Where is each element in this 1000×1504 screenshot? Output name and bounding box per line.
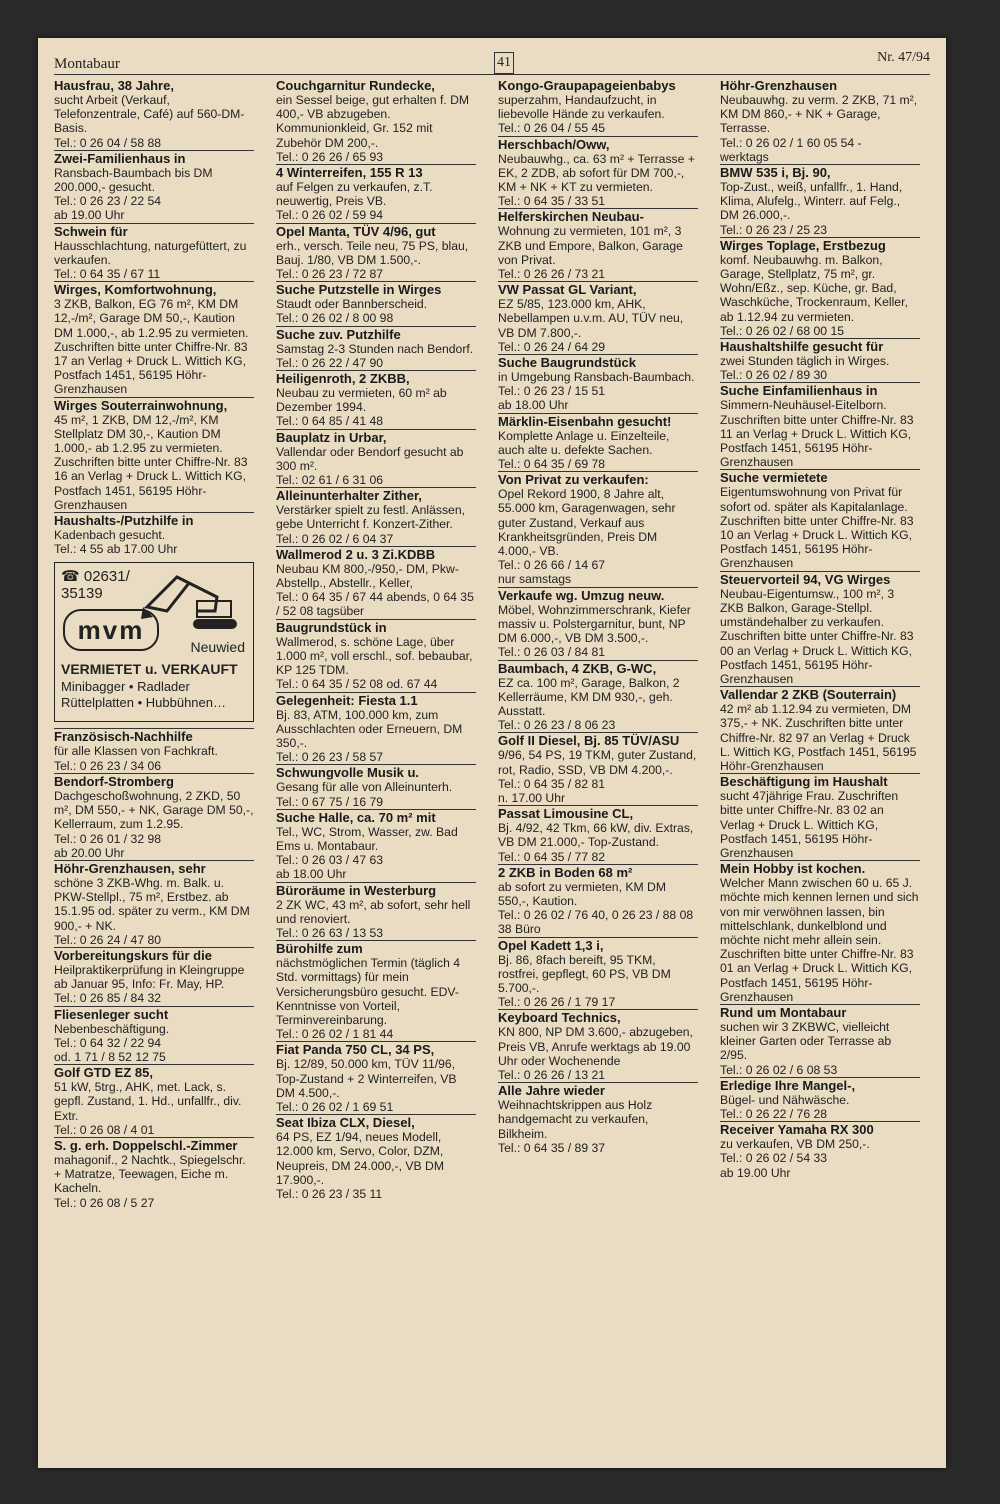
- ad-title: Wirges Toplage, Erstbezug: [720, 237, 886, 253]
- display-ad-city: Neuwied: [190, 639, 245, 656]
- ad-phone: Tel.: 0 26 02 / 8 00 98: [276, 311, 394, 326]
- ad-note: ab 20.00 Uhr: [54, 845, 125, 860]
- ad-body: Kadenbach gesucht.: [54, 528, 166, 543]
- ad-body: Heilpraktikerprüfung in Kleingruppe ab Januar 95, Info: Fr. May, HP.: [54, 962, 245, 992]
- display-ad-mvm: [54, 562, 254, 722]
- classified-ad: [276, 164, 476, 223]
- classified-ad: [54, 223, 254, 282]
- ad-title: Fliesenleger sucht: [54, 1006, 169, 1022]
- classified-ad: [720, 773, 920, 860]
- ad-title: 2 ZKB in Boden 68 m²: [498, 864, 633, 880]
- classified-ad: [498, 354, 698, 413]
- ad-body: 64 PS, EZ 1/94, neues Modell, 12.000 km, Servo, Color, DZM, Neupreis, DM 24.000,-, VB DM 17.900,-.: [276, 1130, 444, 1187]
- column-1: [54, 78, 254, 1418]
- ad-phone: Tel.: 0 26 22 / 76 28: [720, 1106, 828, 1121]
- ad-body: komf. Neubauwhg. m. Balkon, Garage, Stellplatz, 75 m², gr. Wohn/Eßz., sep. Küche, gr. Bad, Waschküche, Trockenraum, Keller, ab 1.12.94 zu vermieten.: [720, 252, 908, 324]
- ad-phone: Tel.: 0 64 35 / 67 11: [54, 267, 161, 282]
- ad-title: Bendorf-Stromberg: [54, 773, 174, 789]
- ad-body: 2 ZK WC, 43 m², ab sofort, sehr hell und renoviert.: [276, 897, 471, 926]
- ad-phone: Tel.: 0 26 26 / 1 79 17: [498, 995, 616, 1010]
- display-ad-items: Minibagger • Radlader: [61, 679, 190, 695]
- ad-body: Verstärker spielt zu festl. Anlässen, gebe Unterricht f. Konzert-Zither.: [276, 503, 465, 532]
- ad-title: Haushaltshilfe gesucht für: [720, 339, 884, 355]
- ad-phone: Tel.: 0 26 02 / 76 40, 0 26 23 / 88 08 38 Büro: [498, 908, 694, 937]
- ad-title: Rund um Montabaur: [720, 1004, 847, 1020]
- classified-ad: [720, 571, 920, 686]
- ad-phone: Tel.: 0 26 23 / 72 87: [276, 267, 384, 282]
- classified-ad: [276, 78, 476, 164]
- classified-ad: [276, 223, 476, 282]
- ad-body: Möbel, Wohnzimmerschrank, Kiefer massiv u. Polstergarnitur, bunt, NP DM 6.000,-, VB DM 3.500,-.: [498, 602, 691, 646]
- ad-title: Schwungvolle Musik u.: [276, 765, 420, 781]
- ad-phone: Tel.: 0 26 23 / 58 57: [276, 750, 384, 765]
- column-2: [276, 78, 476, 1418]
- ad-note: nur samstags: [498, 572, 572, 587]
- classified-ad: [720, 1121, 920, 1180]
- classified-ad: [54, 281, 254, 396]
- ad-body: nächstmöglichen Termin (täglich 4 Std. vormittags) für mein Versicherungsbüro gesucht. EDV-Kenntnisse von Vorteil, Terminvereinbarung.: [276, 956, 461, 1027]
- ad-body: Wallmerod, s. schöne Lage, über 1.000 m², voll erschl., sof. bebaubar, KP 125 TDM.: [276, 634, 473, 678]
- ad-phone: Tel.: 0 26 01 / 32 98: [54, 831, 162, 846]
- classified-ad: [276, 546, 476, 619]
- ad-body: Bj. 83, ATM, 100.000 km, zum Ausschlachten oder Erneuern, DM 350,-.: [276, 707, 463, 750]
- ad-phone: Tel.: 0 64 35 / 67 44 abends, 0 64 35 / 52 08 tagsüber: [276, 590, 474, 619]
- ad-body: Wohnung zu vermieten, 101 m², 3 ZKB und Empore, Balkon, Garage von Privat.: [498, 224, 683, 267]
- ad-title: Französisch-Nachhilfe: [54, 729, 193, 745]
- classified-ad: [54, 728, 254, 772]
- ad-body: Neubau zu vermieten, 60 m² ab Dezember 1994.: [276, 386, 447, 415]
- ad-phone: Tel.: 0 26 23 / 34 06: [54, 758, 162, 773]
- ad-phone: Tel.: 0 26 08 / 5 27: [54, 1195, 155, 1210]
- classified-ad: [276, 809, 476, 882]
- ad-phone: Tel.: 0 26 02 / 68 00 15: [720, 323, 844, 338]
- classified-ad: [276, 487, 476, 546]
- ad-body: Top-Zust., weiß, unfallfr., 1. Hand, Klima, Alufelg., Winterr. auf Felg., DM 26.000,-.: [720, 180, 903, 223]
- ad-phone: Tel.: 0 64 32 / 22 94: [54, 1035, 162, 1050]
- classified-ad: [276, 326, 476, 370]
- classified-ad: [276, 764, 476, 808]
- ad-title: Opel Manta, TÜV 4/96, gut: [276, 223, 436, 239]
- classified-ad: [54, 150, 254, 223]
- ad-title: Vallendar 2 ZKB (Souterrain): [720, 687, 897, 703]
- column-3: [498, 78, 698, 1418]
- ad-phone: Tel.: 0 64 35 / 77 82: [498, 849, 606, 864]
- ad-title: Wirges Souterrainwohnung,: [54, 397, 228, 413]
- ad-body: sucht Arbeit (Verkauf, Telefonzentrale, Café) auf 560-DM-Basis.: [54, 93, 245, 136]
- ad-phone: Tel.: 0 26 22 / 47 90: [276, 355, 384, 370]
- ad-phone: Tel.: 0 26 23 / 22 54: [54, 194, 162, 209]
- ad-phone: Tel.: 0 26 02 / 54 33: [720, 1151, 828, 1166]
- ad-body: Simmern-Neuhäusel-Eitelborn. Zuschriften bitte unter Chiffre-Nr. 83 11 an Verlag + Druck L. Wittich KG, Postfach 1451, 56195 Höhr-Grenzhausen: [720, 398, 914, 470]
- ad-body: ab sofort zu vermieten, KM DM 550,-, Kaution.: [498, 879, 666, 908]
- ad-title: VW Passat GL Variant,: [498, 282, 637, 298]
- ad-title: Steuervorteil 94, VG Wirges: [720, 571, 891, 587]
- ad-body: Samstag 2-3 Stunden nach Bendorf.: [276, 341, 474, 356]
- ad-title: Opel Kadett 1,3 i,: [498, 937, 604, 953]
- ad-note: od. 1 71 / 8 52 12 75: [54, 1049, 166, 1064]
- ad-body: Neubau KM 800,-/950,- DM, Pkw-Abstellp., Abstellr., Keller,: [276, 561, 459, 591]
- ad-phone: Tel.: 0 26 02 / 1 60 05 54 -: [720, 135, 862, 150]
- ad-note: werktags: [720, 149, 769, 164]
- classified-ad: [54, 1006, 254, 1065]
- ad-phone: Tel.: 0 26 03 / 84 81: [498, 645, 606, 660]
- classified-ad: [54, 78, 254, 150]
- ad-title: Herschbach/Oww,: [498, 136, 610, 152]
- display-ad-phone: ☎ 02631/ 35139: [61, 568, 130, 603]
- ad-body: Welcher Mann zwischen 60 u. 65 J. möchte mich kennen lernen und sich von mir verwöhnen lassen, bin mittelschlank, dunkelblond und möchte nicht mehr allein sein. Zuschriften bitte unter Chiffre-Nr. 83 01 an Verlag + Druck L. Wittich KG, Postfach 1451, 56195 Höhr-Grenzhausen: [720, 876, 919, 1004]
- ad-title: Gelegenheit: Fiesta 1.1: [276, 692, 418, 708]
- classified-ad: [720, 686, 920, 773]
- classifieds-columns: [54, 78, 934, 1418]
- ad-phone: Tel.: 0 26 02 / 1 81 44: [276, 1027, 394, 1042]
- ad-note: n. 17.00 Uhr: [498, 790, 566, 805]
- ad-body: Bj. 12/89, 50.000 km, TÜV 11/96, Top-Zustand + 2 Winterreifen, VB DM 4.500,-.: [276, 1057, 457, 1100]
- ad-title: Verkaufe wg. Umzug neuw.: [498, 587, 665, 603]
- classified-ad: [498, 281, 698, 354]
- ad-title: Suche Baugrundstück: [498, 355, 636, 371]
- ad-title: Höhr-Grenzhausen, sehr: [54, 860, 206, 876]
- issue-number: Nr. 47/94: [877, 50, 930, 65]
- ad-title: Vorbereitungskurs für die: [54, 947, 212, 963]
- ad-phone: Tel.: 0 26 26 / 13 21: [498, 1067, 606, 1082]
- ad-phone: Tel.: 0 26 02 / 89 30: [720, 368, 828, 383]
- ad-body: superzahm, Handaufzucht, in liebevolle Hände zu verkaufen.: [498, 93, 665, 122]
- classified-ad: [720, 1004, 920, 1077]
- ad-body: EZ ca. 100 m², Garage, Balkon, 2 Kellerräume, KM DM 930,-, geh. Ausstatt.: [498, 675, 680, 718]
- classified-ad: [498, 732, 698, 805]
- ad-phone: Tel.: 0 26 66 / 14 67: [498, 558, 606, 573]
- classified-ad: [720, 1077, 920, 1121]
- ad-phone: Tel.: 0 26 63 / 13 53: [276, 925, 384, 940]
- ad-body: zwei Stunden täglich in Wirges.: [720, 354, 890, 369]
- ad-title: Golf GTD EZ 85,: [54, 1065, 153, 1081]
- ad-phone: Tel.: 0 26 08 / 4 01: [54, 1122, 155, 1137]
- ad-body: Staudt oder Bannberscheid.: [276, 297, 428, 312]
- ad-title: Receiver Yamaha RX 300: [720, 1122, 874, 1138]
- ad-title: Helferskirchen Neubau-: [498, 209, 644, 225]
- ad-body: Komplette Anlage u. Einzelteile, auch alte u. defekte Sachen.: [498, 428, 670, 457]
- ad-title: Märklin-Eisenbahn gesucht!: [498, 413, 672, 429]
- page-number: 41: [494, 52, 514, 74]
- ad-body: ein Sessel beige, gut erhalten f. DM 400,- VB abzugeben. Kommunionkleid, Gr. 152 mit Zubehör DM 200,-.: [276, 93, 470, 150]
- ad-body: schöne 3 ZKB-Whg. m. Balk. u. PKW-Stellpl., 75 m², Erstbez. ab 15.1.95 od. später zu verm., KM DM 900,- + NK.: [54, 875, 250, 933]
- ad-body: Ransbach-Baumbach bis DM 200.000,- gesucht.: [54, 165, 213, 195]
- ad-phone: Tel.: 0 26 04 / 58 88: [54, 135, 162, 150]
- ad-title: Büroräume in Westerburg: [276, 882, 437, 898]
- ad-body: für alle Klassen von Fachkraft.: [54, 744, 218, 759]
- ad-phone: Tel.: 0 26 23 / 15 51: [498, 384, 606, 399]
- ad-body: Vallendar oder Bendorf gesucht ab 300 m².: [276, 444, 464, 473]
- header-town: Montabaur: [54, 56, 120, 72]
- ad-phone: Tel.: 0 26 26 / 73 21: [498, 267, 606, 282]
- classified-ad: [498, 660, 698, 733]
- classified-ad: [276, 692, 476, 765]
- ad-note: ab 18.00 Uhr: [276, 867, 347, 882]
- ad-title: Alleinunterhalter Zither,: [276, 488, 422, 504]
- column-4: [720, 78, 920, 1418]
- ad-body: 51 kW, 5trg., AHK, met. Lack, s. gepfl. Zustand, 1. Hd., unfallfr., div. Extr.: [54, 1080, 242, 1123]
- classified-ad: [54, 773, 254, 860]
- ad-title: Mein Hobby ist kochen.: [720, 861, 866, 877]
- ad-title: Baugrundstück in: [276, 619, 387, 635]
- ad-phone: Tel.: 0 64 35 / 89 37: [498, 1140, 606, 1155]
- ad-phone: Tel.: 0 64 35 / 52 08 od. 67 44: [276, 677, 438, 692]
- ad-title: Suche Halle, ca. 70 m² mit: [276, 809, 436, 825]
- ad-body: Tel., WC, Strom, Wasser, zw. Bad Ems u. Montabaur.: [276, 824, 458, 853]
- ad-title: Von Privat zu verkaufen:: [498, 472, 649, 488]
- ad-phone: Tel.: 4 55 ab 17.00 Uhr: [54, 542, 178, 557]
- classified-ad: [498, 1009, 698, 1082]
- ad-phone: Tel.: 0 64 35 / 82 81: [498, 776, 606, 791]
- ad-title: Bürohilfe zum: [276, 941, 363, 957]
- ad-phone: Tel.: 0 26 02 / 59 94: [276, 208, 384, 223]
- classified-ad: [498, 413, 698, 472]
- ad-title: Fiat Panda 750 CL, 34 PS,: [276, 1042, 435, 1058]
- classified-ad: [54, 947, 254, 1006]
- ad-title: Suche vermietete: [720, 470, 828, 486]
- ad-title: Couchgarnitur Rundecke,: [276, 78, 435, 93]
- ad-title: Erledige Ihre Mangel-,: [720, 1077, 856, 1093]
- display-ad-tagline: VERMIETET u. VERKAUFT: [61, 661, 238, 678]
- classified-ad: [498, 805, 698, 864]
- classified-ad: [276, 370, 476, 429]
- classified-ad: [276, 1114, 476, 1201]
- ad-title: Alle Jahre wieder: [498, 1083, 605, 1099]
- classified-ad: [498, 78, 698, 136]
- ad-phone: Tel.: 0 64 35 / 69 78: [498, 457, 606, 472]
- ad-title: Beschäftigung im Haushalt: [720, 774, 888, 790]
- classified-ad: [498, 937, 698, 1010]
- classified-ad: [720, 382, 920, 469]
- classified-ad: [720, 78, 920, 164]
- ad-phone: Tel.: 0 26 02 / 6 08 53: [720, 1062, 838, 1077]
- classified-ad: [498, 1082, 698, 1155]
- ad-body: 3 ZKB, Balkon, EG 76 m², KM DM 12,-/m², Garage DM 50,-, Kaution DM 1.000,-, ab 1.2.95 zu vermieten. Zuschriften bitte unter Chiffre-Nr. 83 17 an Verlag + Druck L. Wittich KG, Postfach 1451, 56195 Höhr-Grenzhausen: [54, 297, 249, 397]
- classified-ad: [54, 397, 254, 512]
- ad-title: Hausfrau, 38 Jahre,: [54, 78, 174, 93]
- mvm-logo: mvm: [63, 609, 159, 651]
- ad-body: sucht 47jährige Frau. Zuschriften bitte unter Chiffre-Nr. 83 02 an Verlag + Druck L. Wittich KG, Postfach 1451, 56195 Höhr-Grenzhausen: [720, 789, 899, 860]
- ad-title: Heiligenroth, 2 ZKBB,: [276, 371, 410, 387]
- ad-phone: Tel.: 0 67 75 / 16 79: [276, 794, 384, 809]
- classified-ad: [720, 469, 920, 570]
- ad-body: erh., versch. Teile neu, 75 PS, blau, Bauj. 1/80, VB DM 1.500,-.: [276, 238, 469, 267]
- ad-body: Neubau-Eigentumsw., 100 m², 3 ZKB Balkon, Garage-Stellpl. umständehalber zu verkaufen. Zuschriften bitte unter Chiffre-Nr. 83 00 an Verlag + Druck L. Wittich KG, Postfach 1451, 56195 Höhr-Grenzhausen: [720, 586, 914, 686]
- ad-title: Seat Ibiza CLX, Diesel,: [276, 1115, 415, 1131]
- ad-body: Gesang für alle von Alleinunterh.: [276, 780, 453, 795]
- ad-body: mahagonif., 2 Nachtk., Spiegelschr. + Matratze, Teewagen, Eiche m. Kacheln.: [54, 1152, 246, 1196]
- ad-phone: Tel.: 0 26 03 / 47 63: [276, 853, 384, 868]
- ad-body: Dachgeschoßwohnung, 2 ZKD, 50 m², DM 550,- + NK, Garage DM 50,-, Kellerraum, zum 1.2.95.: [54, 788, 254, 832]
- ad-phone: Tel.: 0 26 85 / 84 32: [54, 991, 162, 1006]
- classified-ad: [720, 860, 920, 1004]
- ad-title: Wallmerod 2 u. 3 Zi.KDBB: [276, 546, 436, 562]
- ad-note: ab 19.00 Uhr: [720, 1165, 791, 1180]
- ad-body: Weihnachtskrippen aus Holz handgemacht zu verkaufen, Bilkheim.: [498, 1098, 653, 1141]
- ad-title: Haushalts-/Putzhilfe in: [54, 513, 194, 529]
- ad-note: ab 19.00 Uhr: [54, 208, 125, 223]
- ad-phone: Tel.: 0 26 02 / 6 04 37: [276, 531, 394, 546]
- classified-ad: [276, 281, 476, 325]
- ad-body: Opel Rekord 1900, 8 Jahre alt, 55.000 km, Garagenwagen, sehr guter Zustand, Verkauf aus Krankheitsgründen, Preis DM 4.000,- VB.: [498, 487, 676, 559]
- ad-title: Bauplatz in Urbar,: [276, 429, 387, 445]
- ad-title: 4 Winterreifen, 155 R 13: [276, 165, 423, 181]
- ad-phone: Tel.: 0 26 24 / 47 80: [54, 932, 162, 947]
- ad-phone: Tel.: 0 64 85 / 41 48: [276, 414, 384, 429]
- ad-body: KN 800, NP DM 3.600,- abzugeben, Preis VB, Anrufe werktags ab 19.00 Uhr oder Wochenende: [498, 1025, 693, 1068]
- ad-title: Schwein für: [54, 223, 128, 239]
- ad-note: ab 18.00 Uhr: [498, 398, 569, 413]
- ad-body: Eigentumswohnung von Privat für sofort od. später als Kapitalanlage. Zuschriften bitte unter Chiffre-Nr. 83 10 an Verlag + Druck L. Wittich KG, Postfach 1451, 56195 Höhr-Grenzhausen: [720, 485, 914, 571]
- classified-ad: [54, 860, 254, 947]
- classified-ad: [720, 237, 920, 338]
- ad-title: Zwei-Familienhaus in: [54, 150, 186, 166]
- header-rule: [54, 74, 930, 75]
- classified-ad: [54, 1137, 254, 1210]
- ad-title: Suche zuv. Putzhilfe: [276, 326, 401, 342]
- ad-phone: Tel.: 0 26 23 / 25 23: [720, 222, 828, 237]
- ad-phone: Tel.: 0 26 23 / 8 06 23: [498, 718, 616, 733]
- ad-phone: Tel.: 0 26 26 / 65 93: [276, 149, 384, 164]
- page-header: [54, 50, 930, 76]
- ad-body: 42 m² ab 1.12.94 zu vermieten, DM 375,- + NK. Zuschriften bitte unter Chiffre-Nr. 82 97 an Verlag + Druck L. Wittich KG, Postfach 1451, 56195 Höhr-Grenzhausen: [720, 702, 917, 773]
- classified-ad: [276, 619, 476, 692]
- ad-phone: Tel.: 0 26 24 / 64 29: [498, 339, 606, 354]
- classified-ad: [720, 164, 920, 237]
- ad-title: Höhr-Grenzhausen: [720, 78, 838, 93]
- display-ad-items: Rüttelplatten • Hubbühnen…: [61, 695, 226, 711]
- ad-body: 9/96, 54 PS, 19 TKM, guter Zustand, rot, Radio, SSD, VB DM 4.200,-.: [498, 748, 697, 777]
- ad-body: zu verkaufen, VB DM 250,-.: [720, 1137, 870, 1152]
- ad-body: Neubauwhg., ca. 63 m² + Terrasse + EK, 2 ZDB, ab sofort für DM 700,-, KM + NK + KT zu vermieten.: [498, 151, 695, 195]
- ad-title: Suche Einfamilienhaus in: [720, 383, 878, 399]
- classified-ad: [498, 208, 698, 281]
- ad-title: Baumbach, 4 ZKB, G-WC,: [498, 660, 657, 676]
- classified-ad: [54, 1064, 254, 1137]
- classified-ad: [498, 587, 698, 660]
- ad-title: BMW 535 i, Bj. 90,: [720, 165, 831, 181]
- newspaper-page: [38, 38, 946, 1468]
- ad-title: Golf II Diesel, Bj. 85 TÜV/ASU: [498, 733, 680, 749]
- ad-phone: Tel.: 0 26 04 / 55 45: [498, 121, 606, 136]
- classified-ad: [276, 1041, 476, 1114]
- classified-ad: [498, 136, 698, 209]
- ad-phone: Tel.: 0 64 35 / 33 51: [498, 194, 606, 209]
- classified-ad: [498, 864, 698, 937]
- ad-body: 45 m², 1 ZKB, DM 12,-/m², KM Stellplatz DM 30,-, Kaution DM 1.000,- ab 1.2.95 zu vermieten. Zuschriften bitte unter Chiffre-Nr. 83 16 an Verlag + Druck L. Wittich KG, Postfach 1451, 56195 Höhr-Grenzhausen: [54, 412, 248, 512]
- ad-phone: Tel.: 0 26 02 / 1 69 51: [276, 1099, 394, 1114]
- ad-body: EZ 5/85, 123.000 km, AHK, Nebellampen u.v.m. AU, TÜV neu, VB DM 7.800,-.: [498, 297, 684, 340]
- ad-phone: Tel.: 0 26 23 / 35 11: [276, 1186, 383, 1201]
- classified-ad: [54, 512, 254, 556]
- ad-title: Kongo-Graupapageienbabys: [498, 78, 676, 93]
- ad-title: Passat Limousine CL,: [498, 806, 634, 822]
- ad-body: Neubauwhg. zu verm. 2 ZKB, 71 m², KM DM 860,- + NK + Garage, Terrasse.: [720, 93, 918, 136]
- ad-body: suchen wir 3 ZKBWC, vielleicht kleiner Garten oder Terrasse ab 2/95.: [720, 1019, 892, 1063]
- classified-ad: [498, 471, 698, 586]
- classified-ad: [276, 429, 476, 488]
- ad-title: S. g. erh. Doppelschl.-Zimmer: [54, 1137, 238, 1153]
- classified-ad: [276, 940, 476, 1041]
- classified-ad: [276, 882, 476, 941]
- ad-title: Wirges, Komfortwohnung,: [54, 282, 217, 298]
- ad-title: Suche Putzstelle in Wirges: [276, 282, 442, 298]
- ad-body: Bügel- und Nähwäsche.: [720, 1092, 850, 1107]
- ad-body: auf Felgen zu verkaufen, z.T. neuwertig, Preis VB.: [276, 180, 433, 209]
- ad-body: Hausschlachtung, naturgefüttert, zu verkaufen.: [54, 238, 247, 267]
- ad-body: Bj. 4/92, 42 Tkm, 66 kW, div. Extras, VB DM 21.000,- Top-Zustand.: [498, 821, 694, 850]
- ad-body: in Umgebung Ransbach-Baumbach.: [498, 370, 695, 385]
- ad-title: Keyboard Technics,: [498, 1010, 621, 1026]
- ad-body: Nebenbeschäftigung.: [54, 1021, 170, 1036]
- classified-ad: [720, 338, 920, 382]
- ad-body: Bj. 86, 8fach bereift, 95 TKM, rostfrei, gepflegt, 60 PS, VB DM 5.700,-.: [498, 952, 671, 995]
- ad-phone: Tel.: 02 61 / 6 31 06: [276, 473, 384, 488]
